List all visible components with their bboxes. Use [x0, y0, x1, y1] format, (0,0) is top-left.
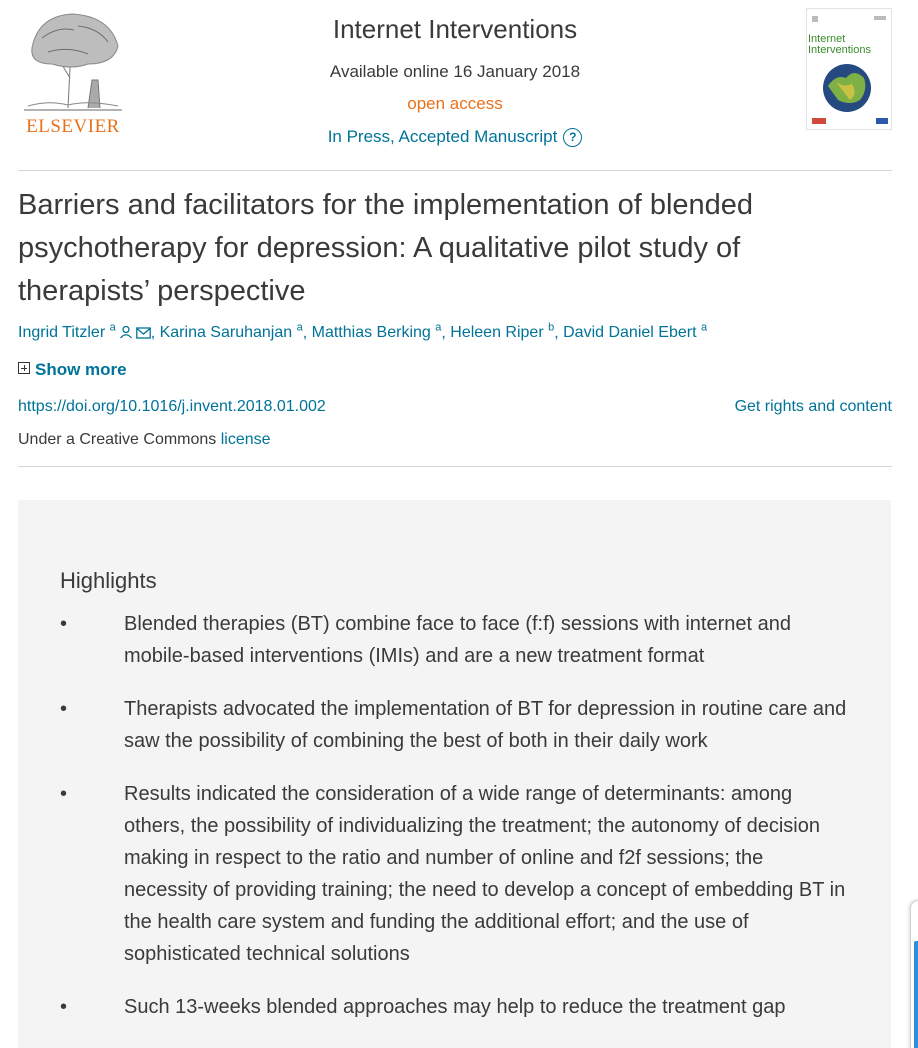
available-online: Available online 16 January 2018 — [329, 62, 581, 81]
highlight-text: Results indicated the consideration of a wide range of determinants: among others, the possibility of individualizing the treatment; the autonomy of decision making in respect to the ratio and number of online and f2f sessions; the necessity of providing training; the need to develop a concept of embedding BT in the health care system and funding the additional effort; and the use of sophisticated technical solutions — [124, 783, 846, 965]
bullet: • — [60, 783, 68, 805]
highlight-text: Blended therapies (BT) combine face to face (f:f) sessions with internet and mobile-based interventions (IMIs) and are a new treatment format — [124, 613, 792, 667]
author-link[interactable] — [450, 324, 554, 341]
highlights-list — [60, 608, 850, 1044]
bullet: • — [60, 698, 68, 720]
bullet: • — [60, 613, 68, 635]
affiliation-marker: a — [296, 322, 303, 334]
highlights-title: Highlights — [60, 568, 157, 594]
author-name: Ingrid Titzler — [18, 324, 106, 342]
license-link[interactable]: license — [220, 431, 271, 448]
get-rights-link[interactable]: Get rights and content — [734, 398, 892, 415]
highlights-section — [18, 500, 891, 1048]
list-item — [60, 778, 850, 970]
author-name: Matthias Berking — [311, 324, 431, 342]
journal-title[interactable]: Internet Interventions — [332, 14, 578, 44]
author-name: Karina Saruhanjan — [159, 324, 293, 342]
scrollbar-thumb[interactable] — [914, 941, 918, 1048]
person-icon[interactable] — [119, 325, 133, 339]
author-list: Ingrid Titzler $^a$ , Karina Saruhanjan $^a$, Matthias Berking $^a$, Heleen Riper $^b$, David Daniel Ebert $^a$ — [18, 322, 708, 342]
list-item — [60, 693, 850, 757]
author-link[interactable] — [563, 324, 707, 341]
mail-icon[interactable] — [136, 327, 151, 339]
article-header — [18, 0, 892, 171]
cover-title: Internet Interventions — [808, 33, 871, 56]
doi-link[interactable]: https://doi.org/10.1016/j.invent.2018.01.002 — [18, 398, 326, 415]
affiliation-marker: a — [700, 322, 708, 334]
affiliation-marker: b — [548, 322, 555, 334]
publisher-name: ELSEVIER — [26, 116, 120, 137]
show-more-label: Show more — [35, 360, 127, 379]
affiliation-marker: a — [435, 322, 442, 334]
license-info — [18, 431, 271, 449]
highlight-text: Therapists advocated the implementation of BT for depression in routine care and saw the possibility of combining the best of both in their daily work — [124, 698, 847, 752]
open-access-label: open access — [407, 94, 503, 113]
cover-art — [806, 8, 892, 130]
help-icon[interactable]: ? — [563, 128, 582, 147]
article-title: Barriers and facilitators for the implementation of blended psychotherapy for depression: A qualitative pilot study of therapists’ perspective — [18, 189, 754, 307]
side-scroll-widget[interactable] — [910, 900, 918, 1048]
list-item — [60, 608, 850, 672]
license-prefix: Under a Creative Commons — [18, 431, 217, 448]
journal-cover[interactable] — [806, 8, 892, 130]
show-more-button[interactable] — [18, 360, 127, 380]
article-status[interactable] — [18, 127, 892, 147]
author-link[interactable] — [160, 324, 303, 341]
author-name: Heleen Riper — [450, 324, 544, 342]
expand-icon — [18, 362, 30, 374]
highlight-text: Such 13-weeks blended approaches may help to reduce the treatment gap — [124, 996, 786, 1018]
author-link[interactable] — [312, 324, 442, 341]
list-item — [60, 991, 850, 1023]
author-name: David Daniel Ebert — [563, 324, 697, 342]
article-status-text: In Press, Accepted Manuscript — [327, 127, 558, 146]
bullet: • — [60, 996, 68, 1018]
divider — [18, 466, 892, 467]
affiliation-marker: a — [109, 322, 116, 334]
author-link[interactable] — [18, 324, 116, 341]
